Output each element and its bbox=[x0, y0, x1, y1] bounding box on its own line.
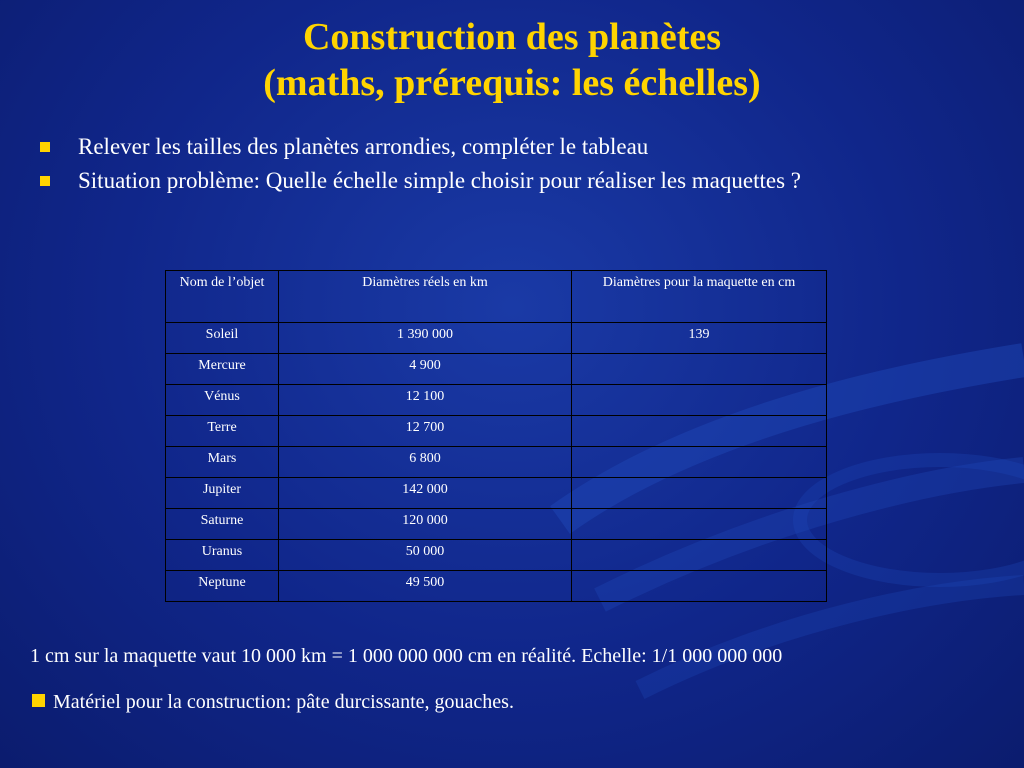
bullet-square-icon bbox=[40, 176, 50, 186]
title-line-1: Construction des planètes bbox=[302, 16, 722, 58]
title-line-2: (maths, prérequis: les échelles) bbox=[263, 62, 761, 104]
materiel-text: Matériel pour la construction: pâte durcissante, gouaches. bbox=[53, 691, 514, 713]
table-row bbox=[166, 478, 827, 509]
cell-real-diameter: 4 900 bbox=[279, 354, 572, 385]
cell-real-diameter: 50 000 bbox=[279, 540, 572, 571]
header-cell-name: Nom de l’objet bbox=[166, 271, 279, 323]
cell-model-diameter bbox=[572, 354, 827, 385]
cell-model-diameter bbox=[572, 540, 827, 571]
cell-real-diameter: 49 500 bbox=[279, 571, 572, 602]
bullet-item bbox=[38, 130, 998, 164]
table-row bbox=[166, 354, 827, 385]
cell-real-diameter: 6 800 bbox=[279, 447, 572, 478]
cell-real-diameter: 12 700 bbox=[279, 416, 572, 447]
table-row bbox=[166, 323, 827, 354]
cell-name: Uranus bbox=[166, 540, 279, 571]
cell-name: Jupiter bbox=[166, 478, 279, 509]
table-row bbox=[166, 416, 827, 447]
materiel-note bbox=[32, 688, 514, 716]
table-row bbox=[166, 447, 827, 478]
cell-model-diameter bbox=[572, 447, 827, 478]
cell-real-diameter: 1 390 000 bbox=[279, 323, 572, 354]
table-row bbox=[166, 540, 827, 571]
table-row bbox=[166, 385, 827, 416]
table-header-row bbox=[166, 271, 827, 323]
bullet-list bbox=[38, 130, 998, 198]
bullet-square-icon bbox=[40, 142, 50, 152]
cell-real-diameter: 12 100 bbox=[279, 385, 572, 416]
cell-name: Soleil bbox=[166, 323, 279, 354]
bullet-item bbox=[38, 164, 998, 198]
scale-note: 1 cm sur la maquette vaut 10 000 km = 1 000 000 000 cm en réalité. Echelle: 1/1 000 000 000 bbox=[30, 645, 783, 667]
slide-title bbox=[0, 14, 1024, 106]
header-cell-real-diameter: Diamètres réels en km bbox=[279, 271, 572, 323]
cell-name: Mars bbox=[166, 447, 279, 478]
cell-name: Terre bbox=[166, 416, 279, 447]
bullet-text: Situation problème: Quelle échelle simple choisir pour réaliser les maquettes ? bbox=[78, 168, 801, 193]
cell-model-diameter bbox=[572, 509, 827, 540]
cell-name: Vénus bbox=[166, 385, 279, 416]
cell-model-diameter bbox=[572, 416, 827, 447]
bullet-text: Relever les tailles des planètes arrondies, compléter le tableau bbox=[78, 134, 649, 159]
planet-table bbox=[165, 270, 827, 602]
table-row bbox=[166, 571, 827, 602]
cell-real-diameter: 142 000 bbox=[279, 478, 572, 509]
cell-model-diameter bbox=[572, 571, 827, 602]
cell-name: Mercure bbox=[166, 354, 279, 385]
cell-model-diameter bbox=[572, 478, 827, 509]
cell-name: Neptune bbox=[166, 571, 279, 602]
table-row bbox=[166, 509, 827, 540]
bullet-square-icon bbox=[32, 694, 45, 707]
cell-model-diameter bbox=[572, 385, 827, 416]
cell-model-diameter: 139 bbox=[572, 323, 827, 354]
cell-real-diameter: 120 000 bbox=[279, 509, 572, 540]
header-cell-model-diameter: Diamètres pour la maquette en cm bbox=[572, 271, 827, 323]
cell-name: Saturne bbox=[166, 509, 279, 540]
